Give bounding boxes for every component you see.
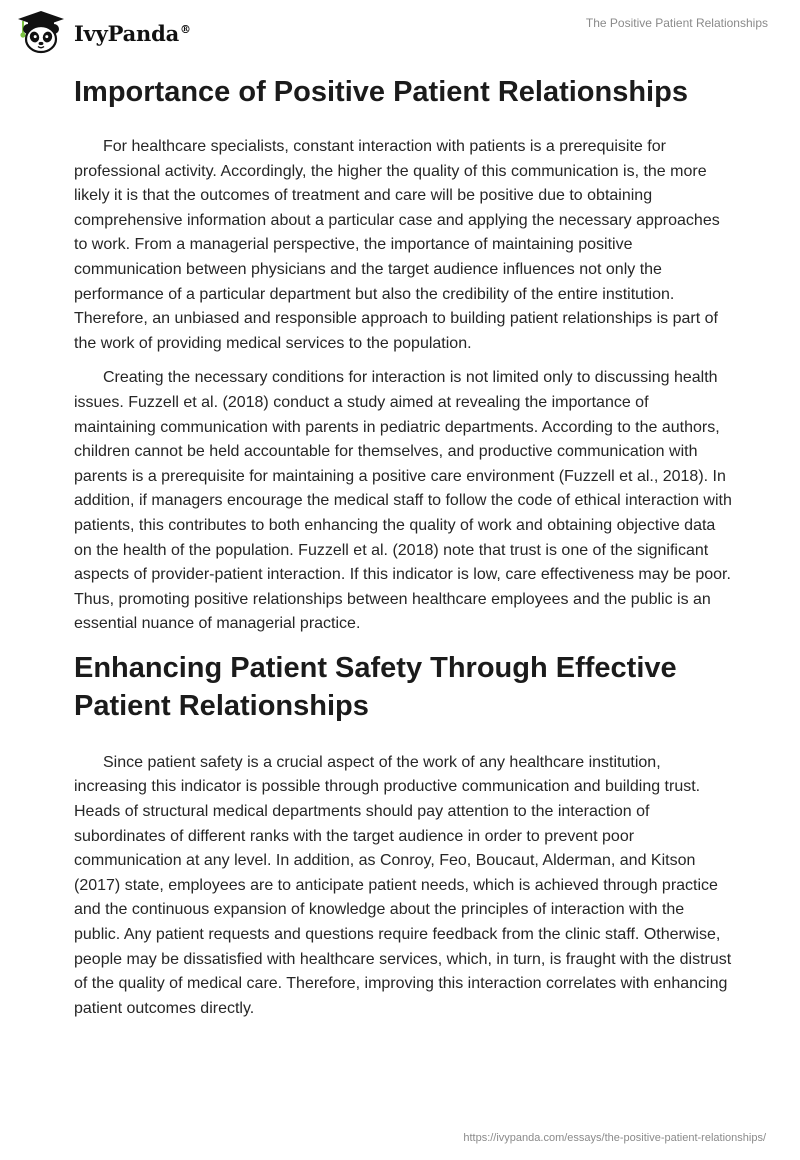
paragraph: Creating the necessary conditions for interaction is not limited only to discussing health issues. Fuzzell et al. (2018) conduct a study aimed at revealing the importance of maintaining communication with parents in pediatric departments. According to the authors, children cannot be held accountable for themselves, and productive communication with parents is a prerequisite for maintaining a positive care environment (Fuzzell et al., 2018). In addition, if managers encourage the medical staff to follow the code of ethical interaction with patients, this contributes to both enhancing the quality of work and obtaining objective data on the health of the population. Fuzzell et al. (2018) note that trust is one of the significant aspects of provider-patient interaction. If this indicator is low, care effectiveness may be poor. Thus, promoting positive relationships between healthcare employees and the public is an essential nuance of managerial practice.: [74, 369, 732, 633]
section-heading-importance: Importance of Positive Patient Relationships: [74, 76, 688, 108]
registered-mark: ®: [180, 22, 191, 36]
paragraph: Since patient safety is a crucial aspect of the work of any healthcare institution, increasing this indicator is possible through productive communication and building trust. Heads of structural medical departments should pay attention to the interaction of subordinates of different ranks with the target audience in order to prevent poor communication at any level. In addition, as Conroy, Feo, Boucaut, Alderman, and Kitson (2017) state, employees are to anticipate patient needs, which is achieved through practice and the continuous expansion of knowledge about the principles of interaction with the public. Any patient requests and questions require feedback from the clinic staff. Otherwise, people may be dissatisfied with healthcare services, which, in turn, is fraught with the distrust of the quality of medical care. Therefore, improving this interaction correlates with enhancing patient outcomes directly.: [74, 753, 732, 1017]
brand-name: IvyPanda®: [74, 20, 191, 46]
section-heading-patient-safety: Enhancing Patient Safety Through Effective Patient Relationships: [74, 651, 677, 722]
source-url[interactable]: https://ivypanda.com/essays/the-positive-patient-relationships/: [463, 1132, 766, 1144]
brand-logo[interactable]: [14, 9, 191, 55]
document-title: The Positive Patient Relationships: [585, 16, 768, 30]
essay-body: [74, 70, 734, 1031]
panda-graduate-icon: [14, 9, 68, 55]
paragraph: For healthcare specialists, constant interaction with patients is a prerequisite for professional activity. Accordingly, the higher the quality of this communication is, the more likely it is that the outcomes of treatment and care will be positive due to obtaining comprehensive information about a particular case and applying the necessary approaches to work. From a managerial perspective, the importance of maintaining positive communication between physicians and the target audience influences not only the performance of a particular department but also the credibility of the entire institution. Therefore, an unbiased and responsible approach to building patient relationships is part of the work of providing medical services to the population.: [74, 138, 720, 352]
page-header: [0, 0, 800, 60]
